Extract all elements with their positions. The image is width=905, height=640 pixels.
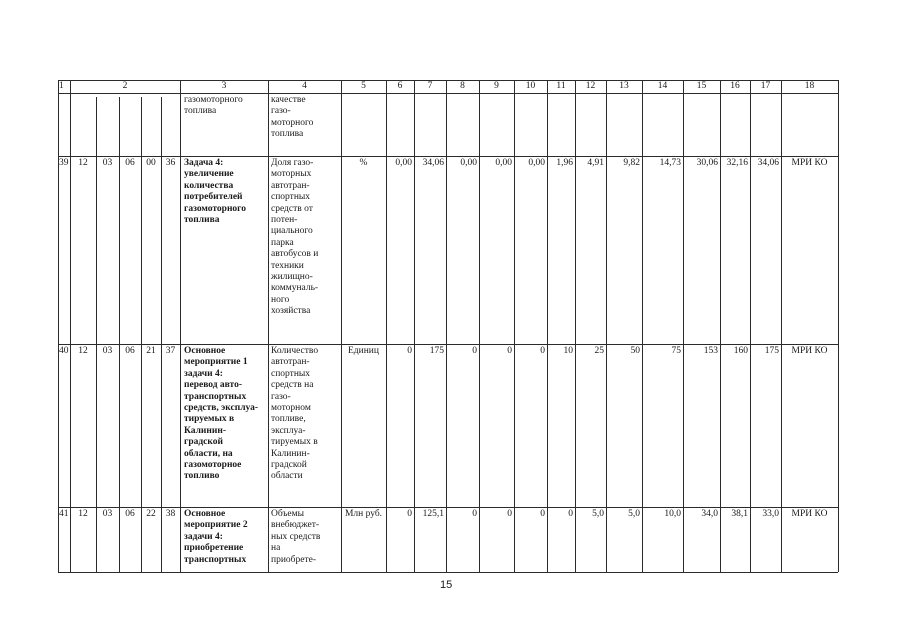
code-cell: 36 bbox=[165, 158, 176, 168]
value-cell: 33,0 bbox=[762, 509, 779, 519]
value-cell: 0 bbox=[407, 509, 412, 519]
header-cell: 1 bbox=[59, 81, 64, 91]
header-cell: 15 bbox=[696, 81, 707, 91]
header-cell: 17 bbox=[760, 81, 771, 91]
indicator-name-line: газо- bbox=[271, 391, 291, 402]
indicator-name-line: коммуналь- bbox=[271, 283, 319, 294]
indicator-name-line: градской bbox=[271, 460, 307, 471]
column-border bbox=[70, 80, 71, 572]
executor-cell: МРИ КО bbox=[791, 158, 828, 168]
value-cell: 125,1 bbox=[422, 509, 444, 519]
column-border bbox=[446, 80, 447, 572]
header-cell: 13 bbox=[619, 81, 629, 91]
header-cell: 7 bbox=[427, 81, 433, 91]
value-cell: 25 bbox=[594, 346, 604, 356]
program-element-name-line: задачи 4: bbox=[184, 368, 223, 379]
code-cell: 06 bbox=[125, 346, 135, 356]
indicator-name bbox=[271, 509, 338, 566]
program-element-name bbox=[184, 158, 262, 226]
indicator-name-line: эксплуа- bbox=[271, 425, 306, 436]
column-border bbox=[606, 80, 607, 572]
value-cell: 38,1 bbox=[731, 509, 748, 519]
column-border bbox=[386, 80, 387, 572]
row-border bbox=[58, 344, 838, 345]
indicator-name-line: парка bbox=[271, 237, 294, 248]
value-cell: 0 bbox=[407, 346, 412, 356]
value-cell: 0,00 bbox=[460, 158, 477, 168]
header-cell: 16 bbox=[730, 81, 740, 91]
indicator-name-line: автотран- bbox=[271, 180, 310, 191]
executor-cell: МРИ КО bbox=[791, 346, 828, 356]
value-cell: 4,91 bbox=[587, 158, 604, 168]
indicator-name-line: на bbox=[271, 543, 281, 554]
table-bottom-border bbox=[58, 572, 838, 573]
header-cell: 9 bbox=[494, 81, 499, 91]
code-cell: 03 bbox=[102, 158, 113, 168]
column-border bbox=[514, 80, 515, 572]
indicator-name-line: внебюджет- bbox=[271, 520, 320, 531]
column-border bbox=[838, 80, 839, 572]
continued-program-name bbox=[184, 95, 264, 118]
value-cell: 1,96 bbox=[556, 158, 573, 168]
column-border bbox=[575, 80, 576, 572]
indicator-name-line: топливе, bbox=[271, 414, 306, 425]
code-cell: 06 bbox=[125, 158, 135, 168]
program-element-name bbox=[184, 346, 262, 483]
value-cell: 0 bbox=[472, 509, 477, 519]
column-border bbox=[268, 80, 269, 572]
value-cell: 50 bbox=[630, 346, 640, 356]
indicator-name bbox=[271, 158, 338, 318]
column-border bbox=[720, 80, 721, 572]
indicator-name-line: хозяйства bbox=[271, 306, 311, 317]
value-cell: 14,73 bbox=[659, 158, 681, 168]
column-border bbox=[479, 80, 480, 572]
column-border bbox=[642, 80, 643, 572]
unit-cell: % bbox=[359, 158, 368, 168]
continued-indicator-name-line: газо- bbox=[271, 106, 291, 117]
program-element-name-line: потребителей bbox=[184, 192, 243, 203]
code-cell: 12 bbox=[78, 509, 88, 519]
indicator-name-line: средств от bbox=[271, 203, 313, 214]
column-border bbox=[414, 80, 415, 572]
indicator-name-line: средств на bbox=[271, 380, 314, 391]
indicator-name-line: области bbox=[271, 471, 303, 482]
code-cell: 38 bbox=[165, 509, 176, 519]
header-cell: 14 bbox=[657, 81, 668, 91]
value-cell: 175 bbox=[764, 346, 779, 356]
continued-indicator-name-line: топлива bbox=[271, 129, 304, 140]
value-cell: 0,00 bbox=[528, 158, 545, 168]
header-cell: 2 bbox=[122, 81, 128, 91]
value-cell: 0,00 bbox=[495, 158, 512, 168]
value-cell: 5,0 bbox=[628, 509, 640, 519]
column-border bbox=[781, 80, 782, 572]
program-element-name-line: перевод авто- bbox=[184, 380, 243, 391]
header-cell: 3 bbox=[221, 81, 227, 91]
row-number: 40 bbox=[59, 346, 69, 356]
value-cell: 0 bbox=[540, 509, 545, 519]
continued-indicator-name-line: моторного bbox=[271, 117, 314, 128]
program-element-name-line: градской bbox=[184, 437, 223, 448]
indicator-name-line: ных средств bbox=[271, 531, 321, 542]
program-element-name-line: количества bbox=[184, 180, 234, 191]
program-element-name-line: мероприятие 1 bbox=[184, 357, 248, 368]
indicator-name-line: тируемых в bbox=[271, 437, 318, 448]
code-cell: 00 bbox=[146, 158, 156, 168]
header-cell: 8 bbox=[460, 81, 465, 91]
header-cell: 6 bbox=[397, 81, 403, 91]
indicator-name-line: потен- bbox=[271, 215, 298, 226]
column-border bbox=[547, 80, 548, 572]
value-cell: 0 bbox=[568, 509, 573, 519]
indicator-name-line: Калинин- bbox=[271, 448, 310, 459]
value-cell: 9,82 bbox=[623, 158, 640, 168]
code-cell: 22 bbox=[146, 509, 156, 519]
code-cell: 12 bbox=[78, 158, 88, 168]
program-element-name-line: транспортных bbox=[184, 391, 247, 402]
header-bottom-border bbox=[58, 93, 838, 94]
program-element-name-line: топлива bbox=[184, 215, 220, 226]
continued-indicator-name bbox=[271, 95, 338, 141]
column-border bbox=[58, 80, 59, 572]
indicator-name-line: циального bbox=[271, 226, 313, 237]
program-element-name-line: Калинин- bbox=[184, 425, 226, 436]
value-cell: 34,0 bbox=[701, 509, 718, 519]
value-cell: 175 bbox=[429, 346, 444, 356]
code-cell: 06 bbox=[125, 509, 135, 519]
header-cell: 10 bbox=[525, 81, 536, 91]
indicator-name-line: спортных bbox=[271, 368, 311, 379]
continued-indicator-name-line: качестве bbox=[271, 95, 306, 105]
program-element-name-line: средств, эксплуа- bbox=[184, 403, 259, 414]
program-element-name-line: топливо bbox=[184, 471, 220, 482]
program-element-name-line: Задача 4: bbox=[184, 158, 224, 168]
row-number: 41 bbox=[59, 509, 69, 519]
value-cell: 32,16 bbox=[726, 158, 748, 168]
indicator-name-line: Доля газо- bbox=[271, 158, 314, 168]
program-element-name-line: приобретение bbox=[184, 543, 244, 554]
continued-program-name-line: газомоторного bbox=[184, 95, 243, 105]
executor-cell: МРИ КО bbox=[791, 509, 828, 519]
value-cell: 0 bbox=[540, 346, 545, 356]
row-border bbox=[58, 507, 838, 508]
value-cell: 153 bbox=[703, 346, 718, 356]
value-cell: 0 bbox=[472, 346, 477, 356]
indicator-name-line: жилищно- bbox=[271, 272, 313, 283]
program-element-name-line: газомоторного bbox=[184, 203, 246, 214]
indicator-name-line: ного bbox=[271, 294, 290, 305]
indicator-name-line: техники bbox=[271, 260, 304, 271]
program-element-name-line: увеличение bbox=[184, 169, 234, 180]
program-element-name bbox=[184, 509, 262, 566]
program-element-name-line: Основное bbox=[184, 509, 226, 519]
code-cell: 12 bbox=[78, 346, 88, 356]
indicator-name-line: автобусов и bbox=[271, 249, 319, 260]
code-cell: 37 bbox=[165, 346, 176, 356]
value-cell: 34,06 bbox=[757, 158, 779, 168]
program-element-name-line: газомоторное bbox=[184, 460, 242, 471]
row-number: 39 bbox=[59, 158, 69, 168]
header-cell: 18 bbox=[804, 81, 815, 91]
program-element-name-line: Основное bbox=[184, 346, 226, 356]
value-cell: 34,06 bbox=[422, 158, 444, 168]
continued-program-name-line: топлива bbox=[184, 106, 217, 117]
indicator-name-line: автотран- bbox=[271, 357, 310, 368]
value-cell: 0 bbox=[507, 346, 512, 356]
value-cell: 5,0 bbox=[592, 509, 604, 519]
code-cell: 03 bbox=[102, 346, 113, 356]
header-cell: 5 bbox=[361, 81, 366, 91]
header-cell: 12 bbox=[585, 81, 596, 91]
column-border bbox=[180, 80, 181, 572]
program-element-name-line: тируемых в bbox=[184, 414, 235, 425]
value-cell: 10 bbox=[563, 346, 573, 356]
program-element-name-line: области, на bbox=[184, 448, 233, 459]
indicator-name-line: Количество bbox=[271, 346, 319, 356]
value-cell: 160 bbox=[733, 346, 748, 356]
indicator-name-line: приобрете- bbox=[271, 554, 316, 565]
value-cell: 0 bbox=[507, 509, 512, 519]
indicator-name-line: моторном bbox=[271, 403, 311, 414]
unit-cell: Млн руб. bbox=[344, 509, 383, 519]
value-cell: 10,0 bbox=[664, 509, 681, 519]
indicator-name bbox=[271, 346, 338, 483]
value-cell: 30,06 bbox=[696, 158, 718, 168]
column-border bbox=[750, 80, 751, 572]
program-element-name-line: транспортных bbox=[184, 554, 247, 565]
header-cell: 11 bbox=[556, 81, 566, 91]
indicator-name-line: Объемы bbox=[271, 509, 304, 519]
program-element-name-line: задачи 4: bbox=[184, 531, 223, 542]
column-border bbox=[683, 80, 684, 572]
column-border bbox=[341, 80, 342, 572]
code-cell: 21 bbox=[146, 346, 156, 356]
program-element-name-line: мероприятие 2 bbox=[184, 520, 248, 531]
unit-cell: Единиц bbox=[348, 346, 379, 356]
page-number: 15 bbox=[440, 579, 453, 591]
indicator-name-line: спортных bbox=[271, 192, 311, 203]
value-cell: 75 bbox=[671, 346, 681, 356]
value-cell: 0,00 bbox=[395, 158, 412, 168]
header-cell: 4 bbox=[302, 81, 307, 91]
row-border bbox=[58, 156, 838, 157]
indicator-name-line: моторных bbox=[271, 169, 312, 180]
code-cell: 03 bbox=[102, 509, 113, 519]
